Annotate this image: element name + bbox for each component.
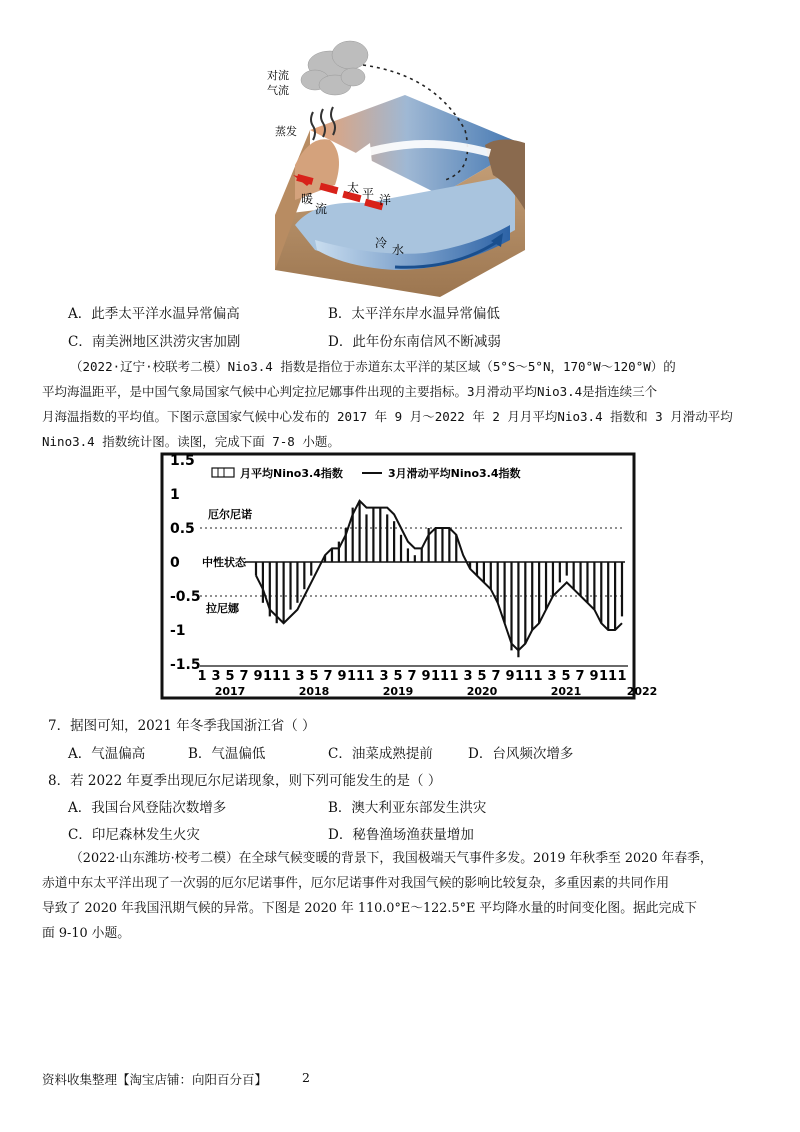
x-tick-label: 7 bbox=[491, 669, 501, 684]
intro-7-8-line: Nino3.4 指数统计图。读图，完成下面 7-8 小题。 bbox=[42, 434, 340, 449]
x-tick-label: 9 bbox=[505, 669, 515, 684]
q7-option-d: D．台风频次增多 bbox=[468, 746, 574, 762]
x-tick-label: 9 bbox=[337, 669, 347, 684]
q7-stem: 7．据图可知，2021 年冬季我国浙江省（ ） bbox=[48, 718, 316, 734]
x-tick-label: 7 bbox=[575, 669, 585, 684]
page-number: 2 bbox=[302, 1070, 310, 1085]
label-cold-2: 水 bbox=[392, 243, 405, 257]
annotation-neutral: 中性状态 bbox=[202, 556, 246, 569]
label-warm-2: 流 bbox=[315, 202, 328, 216]
nino34-chart bbox=[160, 452, 658, 702]
intro-7-8 bbox=[42, 354, 762, 454]
y-tick-label: 0.5 bbox=[170, 521, 195, 537]
label-convection-2: 气流 bbox=[267, 84, 289, 97]
x-tick-label: 1 bbox=[449, 669, 459, 684]
year-label: 2021 bbox=[550, 685, 582, 698]
q6-option-d: D．此年份东南信风不断减弱 bbox=[328, 334, 501, 350]
q7-option-c: C．油菜成熟提前 bbox=[328, 746, 433, 762]
y-tick-label: -0.5 bbox=[170, 589, 201, 605]
x-tick-label: 1 bbox=[617, 669, 627, 684]
intro-9-10-line: 面 9-10 小题。 bbox=[42, 926, 131, 941]
legend-monthly: 月平均Nino3.4指数 bbox=[240, 467, 343, 480]
y-tick-label: 0 bbox=[170, 555, 180, 571]
x-tick-label: 1 bbox=[281, 669, 291, 684]
annotation-el-nino: 厄尔尼诺 bbox=[208, 508, 252, 521]
label-warm-1: 暖 bbox=[301, 192, 314, 206]
x-tick-label: 5 bbox=[477, 669, 487, 684]
year-label: 2022 bbox=[626, 685, 658, 698]
x-tick-label: 3 bbox=[211, 669, 221, 684]
x-tick-label: 1 bbox=[197, 669, 207, 684]
q8-option-c: C．印尼森林发生火灾 bbox=[68, 827, 200, 843]
ocean-circulation-diagram bbox=[255, 35, 535, 300]
y-tick-label: -1 bbox=[170, 623, 186, 639]
legend-rolling: 3月滑动平均Nino3.4指数 bbox=[388, 467, 521, 480]
x-tick-label: 3 bbox=[379, 669, 389, 684]
x-tick-label: 9 bbox=[253, 669, 263, 684]
x-tick-label: 11 bbox=[430, 669, 450, 684]
y-tick-label: -1.5 bbox=[170, 657, 201, 673]
x-tick-label: 7 bbox=[323, 669, 333, 684]
year-label: 2017 bbox=[214, 685, 246, 698]
x-tick-label: 9 bbox=[421, 669, 431, 684]
label-pacific-3: 洋 bbox=[379, 193, 392, 207]
legend-bar-swatch bbox=[212, 468, 234, 477]
footer-source: 资料收集整理【淘宝店铺：向阳百分百】 bbox=[42, 1072, 268, 1087]
x-tick-label: 11 bbox=[262, 669, 282, 684]
x-tick-label: 11 bbox=[346, 669, 366, 684]
q6-option-a: A．此季太平洋水温异常偏高 bbox=[68, 306, 240, 322]
x-tick-label: 5 bbox=[393, 669, 403, 684]
label-pacific-2: 平 bbox=[362, 187, 375, 201]
q6-option-c: C．南美洲地区洪涝灾害加剧 bbox=[68, 334, 241, 350]
year-label: 2020 bbox=[466, 685, 498, 698]
q8-option-a: A．我国台风登陆次数增多 bbox=[68, 800, 227, 816]
intro-9-10-line: 导致了 2020 年我国汛期气候的异常。下图是 2020 年 110.0°E～122.5°E 平均降水量的时间变化图。据此完成下 bbox=[42, 901, 697, 916]
q8-option-d: D．秘鲁渔场渔获量增加 bbox=[328, 827, 474, 843]
x-tick-label: 11 bbox=[514, 669, 534, 684]
annotation-la-nina: 拉尼娜 bbox=[206, 602, 239, 615]
intro-7-8-line: 平均海温距平，是中国气象局国家气候中心判定拉尼娜事件出现的主要指标。3月滑动平均Nio3.4是指连续三个 bbox=[42, 384, 658, 399]
label-evaporation: 蒸发 bbox=[275, 125, 297, 138]
q7-option-b: B．气温偏低 bbox=[188, 746, 266, 762]
label-convection-1: 对流 bbox=[267, 69, 289, 82]
x-tick-label: 1 bbox=[533, 669, 543, 684]
label-pacific-1: 太 bbox=[347, 181, 360, 195]
intro-9-10-line: （2022·山东潍坊·校考二模）在全球气候变暖的背景下，我国极端天气事件多发。2019 年秋季至 2020 年春季， bbox=[70, 851, 713, 866]
intro-9-10 bbox=[42, 846, 762, 946]
x-tick-label: 5 bbox=[309, 669, 319, 684]
x-tick-label: 1 bbox=[365, 669, 375, 684]
x-tick-label: 7 bbox=[239, 669, 249, 684]
q8-stem: 8．若 2022 年夏季出现厄尔尼诺现象，则下列可能发生的是（ ） bbox=[48, 773, 442, 789]
x-tick-label: 5 bbox=[225, 669, 235, 684]
x-tick-label: 7 bbox=[407, 669, 417, 684]
q7-option-a: A．气温偏高 bbox=[68, 746, 146, 762]
year-label: 2019 bbox=[382, 685, 414, 698]
x-tick-label: 3 bbox=[463, 669, 473, 684]
x-tick-label: 3 bbox=[295, 669, 305, 684]
q8-option-b: B．澳大利亚东部发生洪灾 bbox=[328, 800, 487, 816]
q6-option-b: B．太平洋东岸水温异常偏低 bbox=[328, 306, 500, 322]
x-tick-label: 11 bbox=[598, 669, 618, 684]
intro-7-8-line: 月海温指数的平均值。下图示意国家气候中心发布的 2017 年 9 月～2022 年 2 月月平均Nio3.4 指数和 3 月滑动平均 bbox=[42, 409, 733, 424]
y-tick-label: 1 bbox=[170, 487, 180, 503]
year-label: 2018 bbox=[298, 685, 330, 698]
x-tick-label: 3 bbox=[547, 669, 557, 684]
x-tick-label: 5 bbox=[561, 669, 571, 684]
y-tick-label: 1.5 bbox=[170, 453, 195, 469]
intro-7-8-line: （2022·辽宁·校联考二模）Nio3.4 指数是指位于赤道东太平洋的某区域（5°S～5°N，170°W～120°W）的 bbox=[70, 359, 676, 374]
intro-9-10-line: 赤道中东太平洋出现了一次弱的厄尔尼诺事件，厄尔尼诺事件对我国气候的影响比较复杂，多重因素的共同作用 bbox=[42, 876, 670, 891]
x-tick-label: 9 bbox=[589, 669, 599, 684]
label-cold-1: 冷 bbox=[375, 236, 388, 250]
